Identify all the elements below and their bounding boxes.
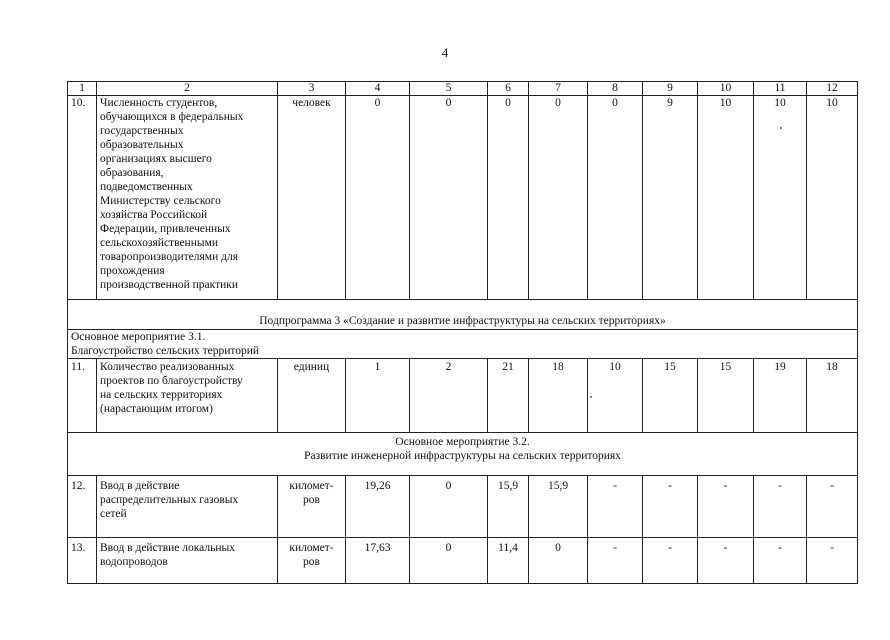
table-row-13	[68, 538, 858, 584]
text-line: распределительных газовых	[100, 494, 239, 506]
table-row-11	[68, 359, 858, 433]
column-header-8: 8	[588, 82, 643, 96]
text-line: километ-	[289, 480, 334, 492]
scan-speck	[590, 396, 592, 398]
text-line: километ-	[289, 542, 334, 554]
text-line: товаропроизводителями для	[100, 251, 238, 263]
column-header-3: 3	[278, 82, 346, 96]
text-line: производственной практики	[100, 279, 239, 291]
value-cell-col-8: 10	[588, 359, 643, 433]
column-header-4: 4	[346, 82, 410, 96]
scan-speck	[780, 127, 782, 129]
value-cell-col-6: 15,9	[488, 476, 529, 538]
value-cell-col-11: -	[754, 476, 807, 538]
row-number: 11.	[68, 359, 97, 433]
text-line: Количество реализованных	[100, 361, 235, 373]
subprogram-title: Подпрограмма 3 «Создание и развитие инфраструктуры на сельских территориях»	[68, 300, 858, 330]
value-cell-col-12: 18	[807, 359, 858, 433]
indicator-name	[97, 96, 278, 300]
text-line: проектов по благоустройству	[100, 375, 243, 387]
header-row	[68, 82, 858, 96]
column-header-11: 11	[754, 82, 807, 96]
column-header-5: 5	[410, 82, 488, 96]
value-cell-col-10: -	[698, 476, 754, 538]
value-cell-col-11: 19	[754, 359, 807, 433]
text-line: сетей	[100, 508, 127, 520]
value-cell-col-7: 0	[529, 538, 588, 584]
text-line: сельскохозяйственными	[100, 237, 219, 249]
text-line: (нарастающим итогом)	[100, 403, 213, 415]
text-line: Министерству сельского	[100, 195, 221, 207]
indicator-name	[97, 538, 278, 584]
value-cell-col-10: -	[698, 538, 754, 584]
value-cell-col-7: 15,9	[529, 476, 588, 538]
indicator-name	[97, 359, 278, 433]
event-3-2-row	[68, 433, 858, 476]
value-cell-col-6: 11,4	[488, 538, 529, 584]
text-line: ров	[303, 556, 320, 568]
unit-cell: человек	[278, 96, 346, 300]
text-line: обучающихся в федеральных	[100, 111, 244, 123]
row-number: 10.	[68, 96, 97, 300]
text-line: Численность студентов,	[100, 97, 218, 109]
value-cell-col-8: 0	[588, 96, 643, 300]
event-3-2-title	[68, 433, 858, 476]
column-header-12: 12	[807, 82, 858, 96]
column-header-2: 2	[97, 82, 278, 96]
value-cell-col-4: 17,63	[346, 538, 410, 584]
text-line: на сельских территориях	[100, 389, 223, 401]
value-cell-col-6: 0	[488, 96, 529, 300]
text-line: подведомственных	[100, 181, 193, 193]
table-row-10	[68, 96, 858, 300]
value-cell-col-12: 10	[807, 96, 858, 300]
value-cell-col-11: -	[754, 538, 807, 584]
value-cell-col-5: 2	[410, 359, 488, 433]
value-cell-col-5: 0	[410, 538, 488, 584]
value-cell-col-10: 15	[698, 359, 754, 433]
text-line: образовательных	[100, 139, 184, 151]
value-cell-col-5: 0	[410, 476, 488, 538]
event-3-2-line1: Основное мероприятие 3.2.	[395, 436, 530, 448]
value-cell-col-9: 15	[643, 359, 698, 433]
text-line: Федерации, привлеченных	[100, 223, 231, 235]
value-cell-col-4: 0	[346, 96, 410, 300]
indicators-table	[67, 81, 858, 584]
event-3-1-line1: Основное мероприятие 3.1.	[71, 331, 206, 343]
value-cell-col-8: -	[588, 476, 643, 538]
value-cell-col-7: 0	[529, 96, 588, 300]
value-cell-col-9: 9	[643, 96, 698, 300]
table-row-12	[68, 476, 858, 538]
column-header-6: 6	[488, 82, 529, 96]
column-header-1: 1	[68, 82, 97, 96]
row-number: 12.	[68, 476, 97, 538]
indicator-name	[97, 476, 278, 538]
text-line: организациях высшего	[100, 153, 212, 165]
event-3-1-title	[68, 330, 858, 359]
value-cell-col-12: -	[807, 476, 858, 538]
column-header-7: 7	[529, 82, 588, 96]
text-line: Ввод в действие	[100, 480, 180, 492]
unit-cell	[278, 476, 346, 538]
event-3-2-line2: Развитие инженерной инфраструктуры на сельских территориях	[304, 450, 621, 462]
text-line: хозяйства Российской	[100, 209, 208, 221]
event-3-1-line2: Благоустройство сельских территорий	[71, 345, 260, 357]
value-cell-col-6: 21	[488, 359, 529, 433]
text-line: Ввод в действие локальных	[100, 542, 235, 554]
text-line: водопроводов	[100, 556, 168, 568]
value-cell-col-12: -	[807, 538, 858, 584]
value-cell-col-9: -	[643, 476, 698, 538]
page-number: 4	[441, 45, 449, 60]
value-cell-col-10: 10	[698, 96, 754, 300]
column-header-10: 10	[698, 82, 754, 96]
text-line: прохождения	[100, 265, 165, 277]
value-cell-col-4: 19,26	[346, 476, 410, 538]
value-cell-col-7: 18	[529, 359, 588, 433]
value-cell-col-4: 1	[346, 359, 410, 433]
value-cell-col-8: -	[588, 538, 643, 584]
text-line: образования,	[100, 167, 164, 179]
unit-cell	[278, 538, 346, 584]
unit-cell: единиц	[278, 359, 346, 433]
column-header-9: 9	[643, 82, 698, 96]
subprogram-row	[68, 300, 858, 330]
text-line: государственных	[100, 125, 184, 137]
value-cell-col-5: 0	[410, 96, 488, 300]
event-3-1-row	[68, 330, 858, 359]
value-cell-col-9: -	[643, 538, 698, 584]
text-line: ров	[303, 494, 320, 506]
value-cell-col-11: 10	[754, 96, 807, 300]
row-number: 13.	[68, 538, 97, 584]
